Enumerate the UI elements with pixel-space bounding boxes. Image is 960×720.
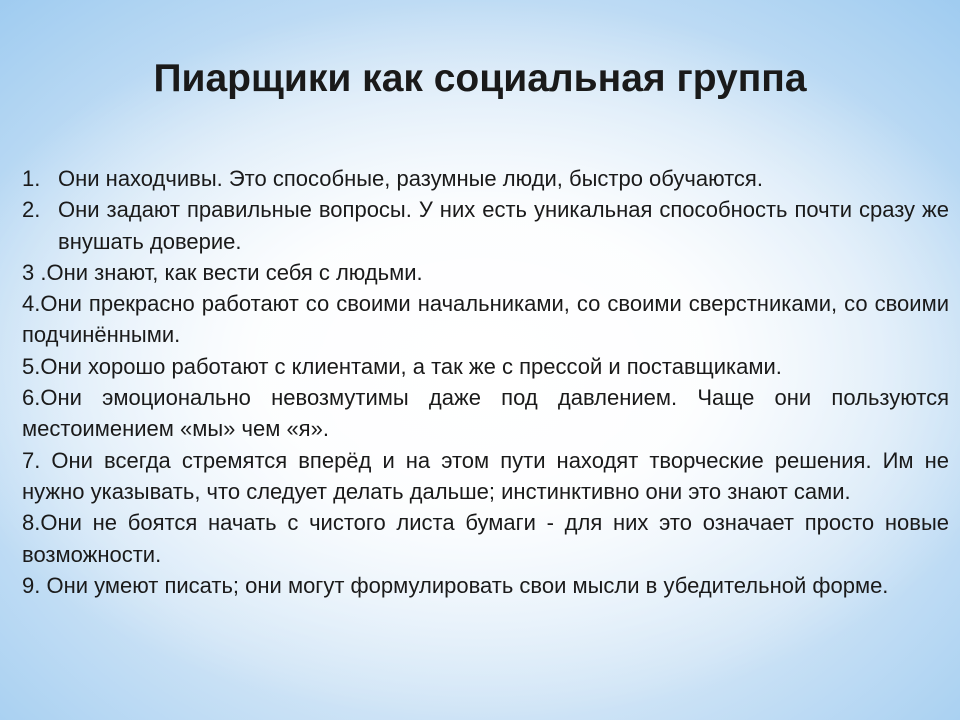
list-item-4: 4.Они прекрасно работают со своими начальниками, со своими сверстниками, со своими подчинёнными. — [22, 291, 949, 348]
list-item-number: 2. — [22, 197, 41, 223]
list-item-3: 3 .Они знают, как вести себя с людьми. — [22, 259, 423, 285]
list-item-9: 9. Они умеют писать; они могут формулировать свои мысли в убедительной форме. — [22, 572, 889, 598]
list-item-7: 7. Они всегда стремятся вперёд и на этом пути находят творческие решения. Им не нужно указывать, что следует делать дальше; инстинктивно они это знают сами. — [22, 447, 949, 504]
list-item-text: Они задают правильные вопросы. У них есть уникальная способность почти сразу же внушать доверие. — [58, 197, 949, 254]
list-item-number: 1. — [22, 166, 41, 191]
list-item-6: 6.Они эмоционально невозмутимы даже под давлением. Чаще они пользуются местоимением «мы» чем «я». — [22, 385, 949, 442]
list-item-text: Они находчивы. Это способные, разумные люди, быстро обучаются. — [58, 166, 763, 191]
slide-title: Пиарщики как социальная группа — [153, 57, 807, 100]
list-item-2 — [22, 194, 949, 257]
list-item-1 — [22, 163, 949, 194]
list-item-8: 8.Они не боятся начать с чистого листа бумаги - для них это означает просто новые возможности. — [22, 510, 949, 567]
list-item-5: 5.Они хорошо работают с клиентами, а так же с прессой и поставщиками. — [22, 353, 782, 379]
slide-content — [22, 163, 949, 601]
